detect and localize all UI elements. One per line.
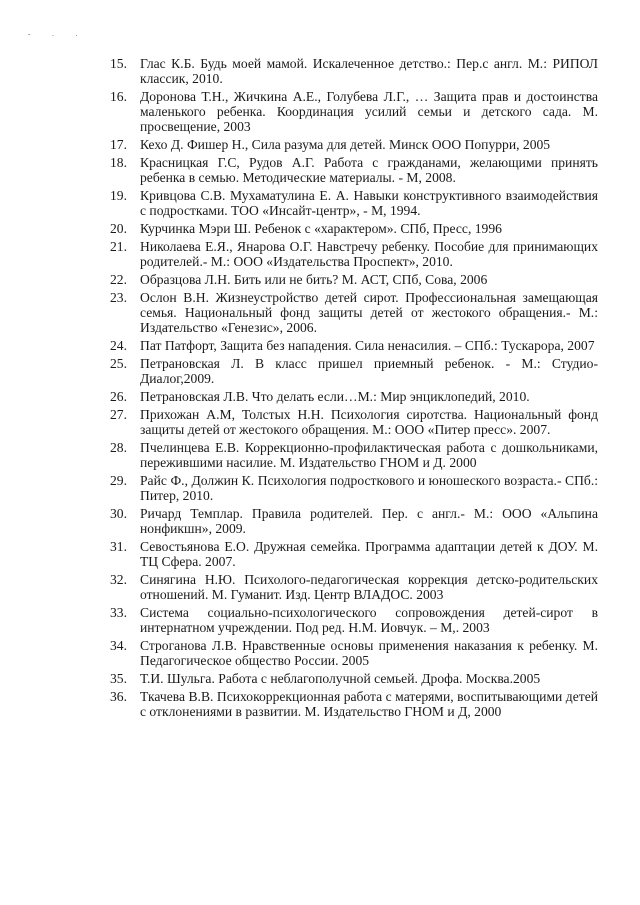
reference-item [110, 671, 598, 686]
reference-number: 36. [110, 689, 127, 704]
reference-item [110, 407, 598, 437]
reference-item [110, 572, 598, 602]
reference-item [110, 356, 598, 386]
reference-item [110, 56, 598, 86]
reference-text: Доронова Т.Н., Жичкина А.Е., Голубева Л.Г., … Защита прав и достоинства маленького ребенка. Координация усилий семьи и детского сада. М. просвещение, 2003 [140, 89, 598, 134]
reference-item [110, 689, 598, 719]
reference-number: 22. [110, 272, 127, 287]
reference-text: Глас К.Б. Будь моей мамой. Искалеченное детство.: Пер.с англ. М.: РИПОЛ классик, 2010. [140, 56, 598, 86]
reference-number: 16. [110, 89, 127, 104]
reference-text: Пчелинцева Е.В. Коррекционно-профилактическая работа с дошкольниками, пережившими насилие. М. Издательство ГНОМ и Д. 2000 [140, 440, 598, 470]
reference-number: 35. [110, 671, 127, 686]
scan-specks: - . . [28, 30, 88, 38]
reference-number: 20. [110, 221, 127, 236]
reference-text: Т.И. Шульга. Работа с неблагополучной семьей. Дрофа. Москва.2005 [140, 671, 541, 686]
reference-item [110, 605, 598, 635]
reference-number: 31. [110, 539, 127, 554]
reference-number: 17. [110, 137, 127, 152]
reference-text: Севостьянова Е.О. Дружная семейка. Программа адаптации детей к ДОУ. М. ТЦ Сфера. 2007. [140, 539, 598, 569]
reference-number: 26. [110, 389, 127, 404]
reference-number: 19. [110, 188, 127, 203]
reference-item [110, 473, 598, 503]
reference-number: 33. [110, 605, 127, 620]
reference-text: Николаева Е.Я., Янарова О.Г. Навстречу ребенку. Пособие для принимающих родителей.- М.: ООО «Издательства Проспект», 2010. [140, 239, 598, 269]
reference-number: 18. [110, 155, 127, 170]
reference-item [110, 338, 598, 353]
reference-text: Образцова Л.Н. Бить или не бить? М. АСТ, СПб, Сова, 2006 [140, 272, 488, 287]
reference-number: 25. [110, 356, 127, 371]
reference-text: Курчинка Мэри Ш. Ребенок с «характером». СПб, Пресс, 1996 [140, 221, 502, 236]
reference-item [110, 539, 598, 569]
reference-item [110, 137, 598, 152]
reference-text: Кехо Д. Фишер Н., Сила разума для детей. Минск ООО Попурри, 2005 [140, 137, 551, 152]
reference-item [110, 290, 598, 335]
reference-number: 24. [110, 338, 127, 353]
reference-number: 27. [110, 407, 127, 422]
reference-item [110, 272, 598, 287]
reference-item [110, 89, 598, 134]
reference-text: Прихожан А.М, Толстых Н.Н. Психология сиротства. Национальный фонд защиты детей от жестокого обращения. М.: ООО «Питер пресс». 2007. [140, 407, 598, 437]
reference-number: 32. [110, 572, 127, 587]
reference-text: Ослон В.Н. Жизнеустройство детей сирот. Профессиональная замещающая семья. Национальный фонд защиты детей от жестокого обращения.- М.: Издательство «Генезис», 2006. [140, 290, 598, 335]
reference-number: 21. [110, 239, 127, 254]
reference-number: 30. [110, 506, 127, 521]
reference-text: Райс Ф., Должин К. Психология подросткового и юношеского возраста.- СПб.: Питер, 2010. [140, 473, 598, 503]
reference-item [110, 440, 598, 470]
reference-text: Красницкая Г.С, Рудов А.Г. Работа с гражданами, желающими принять ребенка в семью. Методические материалы. - М, 2008. [140, 155, 598, 185]
reference-number: 34. [110, 638, 127, 653]
reference-item [110, 221, 598, 236]
reference-number: 23. [110, 290, 127, 305]
reference-item [110, 506, 598, 536]
reference-item [110, 239, 598, 269]
reference-text: Синягина Н.Ю. Психолого-педагогическая коррекция детско-родительских отношений. М. Гуманит. Изд. Центр ВЛАДОС. 2003 [140, 572, 598, 602]
reference-text: Ткачева В.В. Психокоррекционная работа с матерями, воспитывающими детей с отклонениями в развитии. М. Издательство ГНОМ и Д, 2000 [140, 689, 598, 719]
reference-item [110, 638, 598, 668]
reference-item [110, 188, 598, 218]
reference-text: Система социально-психологического сопровождения детей-сирот в интернатном учреждении. Под ред. Н.М. Иовчук. – М,. 2003 [140, 605, 598, 635]
reference-text: Ричард Темплар. Правила родителей. Пер. с англ.- М.: ООО «Альпина нонфикшн», 2009. [140, 506, 598, 536]
reference-number: 28. [110, 440, 127, 455]
reference-number: 29. [110, 473, 127, 488]
reference-text: Кривцова С.В. Мухаматулина Е. А. Навыки конструктивного взаимодействия с подростками. ТОО «Инсайт-центр», - М, 1994. [140, 188, 598, 218]
reference-item [110, 389, 598, 404]
reference-text: Строганова Л.В. Нравственные основы применения наказания к ребенку. М. Педагогическое общество России. 2005 [140, 638, 598, 668]
reference-text: Пат Патфорт, Защита без нападения. Сила ненасилия. – СПб.: Тускарора, 2007 [140, 338, 595, 353]
reference-text: Петрановская Л. В класс пришел приемный ребенок. - М.: Студио-Диалог,2009. [140, 356, 598, 386]
reference-text: Петрановская Л.В. Что делать если…М.: Мир энциклопедий, 2010. [140, 389, 530, 404]
reference-item [110, 155, 598, 185]
reference-list [110, 56, 598, 722]
reference-number: 15. [110, 56, 127, 71]
